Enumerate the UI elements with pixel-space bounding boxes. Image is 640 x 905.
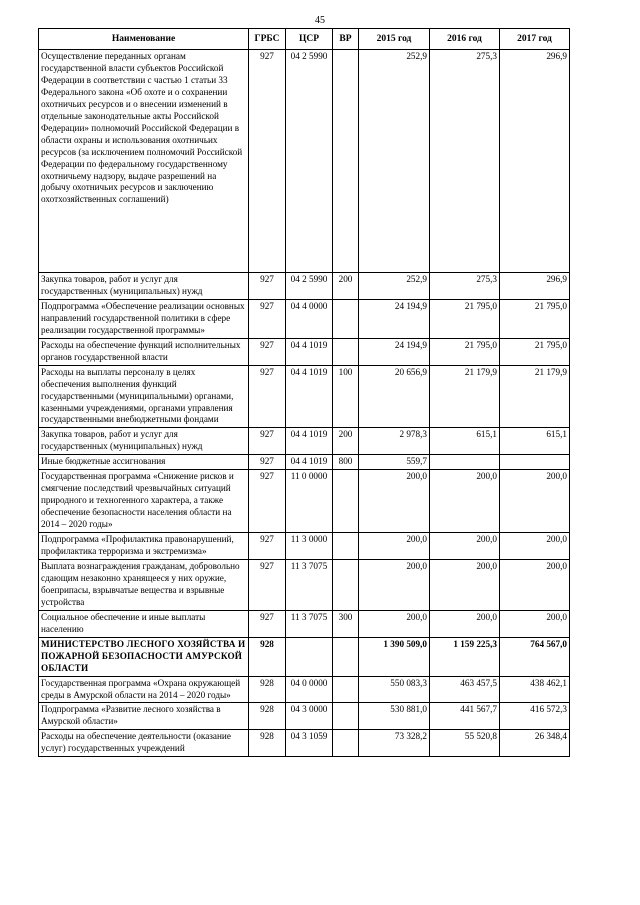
row-2015: 200,0 — [359, 610, 430, 637]
row-2015: 200,0 — [359, 470, 430, 533]
row-name: Расходы на обеспечение деятельности (оказание услуг) государственных учреждений — [39, 730, 249, 757]
row-2016: 463 457,5 — [430, 676, 500, 703]
col-header-grbs: ГРБС — [249, 29, 286, 50]
row-2017: 26 348,4 — [500, 730, 570, 757]
row-2016: 615,1 — [430, 428, 500, 455]
row-grbs: 927 — [249, 338, 286, 365]
table-row — [39, 365, 570, 428]
row-2015: 200,0 — [359, 559, 430, 610]
row-2015: 1 390 509,0 — [359, 637, 430, 676]
row-2015: 252,9 — [359, 50, 430, 273]
row-2017: 21 179,9 — [500, 365, 570, 428]
row-grbs: 927 — [249, 533, 286, 560]
row-2017: 296,9 — [500, 273, 570, 300]
row-vr: 300 — [333, 610, 359, 637]
row-csr: 04 4 1019 — [286, 338, 333, 365]
row-2017: 200,0 — [500, 559, 570, 610]
row-vr — [333, 637, 359, 676]
row-grbs: 927 — [249, 365, 286, 428]
row-csr: 04 4 1019 — [286, 428, 333, 455]
table-row — [39, 299, 570, 338]
row-csr: 04 4 1019 — [286, 455, 333, 470]
table-row — [39, 338, 570, 365]
row-grbs: 927 — [249, 610, 286, 637]
row-2017: 416 572,3 — [500, 703, 570, 730]
page-number: 45 — [315, 15, 325, 26]
row-2016: 275,3 — [430, 50, 500, 273]
row-2016: 441 567,7 — [430, 703, 500, 730]
row-2017 — [500, 455, 570, 470]
row-name: Социальное обеспечение и иные выплаты населению — [39, 610, 249, 637]
table-row — [39, 533, 570, 560]
budget-table — [38, 28, 570, 757]
row-2016: 200,0 — [430, 610, 500, 637]
row-csr: 04 0 0000 — [286, 676, 333, 703]
table-row — [39, 730, 570, 757]
row-name: Закупка товаров, работ и услуг для государственных (муниципальных) нужд — [39, 428, 249, 455]
table-row — [39, 610, 570, 637]
row-grbs: 927 — [249, 299, 286, 338]
col-header-2016: 2016 год — [430, 29, 500, 50]
row-csr: 04 3 1059 — [286, 730, 333, 757]
row-vr — [333, 730, 359, 757]
row-2016: 21 179,9 — [430, 365, 500, 428]
table-row — [39, 470, 570, 533]
row-vr — [333, 299, 359, 338]
row-2016: 200,0 — [430, 559, 500, 610]
row-grbs: 928 — [249, 730, 286, 757]
row-vr: 200 — [333, 428, 359, 455]
row-2017: 200,0 — [500, 470, 570, 533]
row-2015: 24 194,9 — [359, 299, 430, 338]
row-vr: 800 — [333, 455, 359, 470]
col-header-csr: ЦСР — [286, 29, 333, 50]
row-csr: 04 2 5990 — [286, 50, 333, 273]
row-2015: 2 978,3 — [359, 428, 430, 455]
table-row — [39, 273, 570, 300]
row-2015: 530 881,0 — [359, 703, 430, 730]
row-2015: 550 083,3 — [359, 676, 430, 703]
row-name: Государственная программа «Снижение рисков и смягчение последствий чрезвычайных ситуаций природного и техногенного характера, а также обеспечение безопасности населения области на 2014 – 2020 годы» — [39, 470, 249, 533]
row-vr — [333, 533, 359, 560]
row-2015: 20 656,9 — [359, 365, 430, 428]
row-name: Государственная программа «Охрана окружающей среды в Амурской области на 2014 – 2020 годы» — [39, 676, 249, 703]
row-csr: 11 3 7075 — [286, 559, 333, 610]
row-csr: 04 4 0000 — [286, 299, 333, 338]
row-2016: 200,0 — [430, 470, 500, 533]
row-2015: 559,7 — [359, 455, 430, 470]
row-grbs: 927 — [249, 273, 286, 300]
row-vr — [333, 470, 359, 533]
row-2016 — [430, 455, 500, 470]
row-name: Выплата вознаграждения гражданам, добровольно сдающим незаконно хранящееся у них оружие, боеприпасы, взрывчатые вещества и взрывные устройства — [39, 559, 249, 610]
row-grbs: 927 — [249, 559, 286, 610]
table-row — [39, 703, 570, 730]
row-vr — [333, 676, 359, 703]
row-csr: 11 0 0000 — [286, 470, 333, 533]
row-2015: 200,0 — [359, 533, 430, 560]
table-header-row — [39, 29, 570, 50]
row-name: Расходы на обеспечение функций исполнительных органов государственной власти — [39, 338, 249, 365]
row-csr: 11 3 0000 — [286, 533, 333, 560]
row-2015: 24 194,9 — [359, 338, 430, 365]
row-2017: 615,1 — [500, 428, 570, 455]
row-2016: 275,3 — [430, 273, 500, 300]
row-grbs: 928 — [249, 703, 286, 730]
row-name: Расходы на выплаты персоналу в целях обеспечения выполнения функций государственными (муниципальными) органами, казенными учреждениями, органами управления государственными внебюджетными фондами — [39, 365, 249, 428]
row-grbs: 927 — [249, 50, 286, 273]
row-name: Подпрограмма «Развитие лесного хозяйства в Амурской области» — [39, 703, 249, 730]
col-header-2017: 2017 год — [500, 29, 570, 50]
row-2015: 73 328,2 — [359, 730, 430, 757]
row-grbs: 927 — [249, 455, 286, 470]
row-grbs: 928 — [249, 676, 286, 703]
row-grbs: 928 — [249, 637, 286, 676]
row-vr — [333, 703, 359, 730]
row-name: Осуществление переданных органам государственной власти субъектов Российской Федерации в соответствии с частью 1 статьи 33 Федерального закона «Об охоте и о сохранении охотничьих ресурсов и о внесении изменений в отдельные законодательные акты Российской Федерации» полномочий Российской Федерации в области охраны и использования охотничьих ресурсов (за исключением полномочий Российской Федерации по федеральному государственному охотничьему надзору, выдаче разрешений на добычу охотничьих ресурсов и заключению охотхозяйственных соглашений) — [39, 50, 249, 273]
row-2015: 252,9 — [359, 273, 430, 300]
col-header-vr: ВР — [333, 29, 359, 50]
table-row — [39, 455, 570, 470]
row-vr — [333, 559, 359, 610]
row-csr — [286, 637, 333, 676]
row-2017: 21 795,0 — [500, 299, 570, 338]
row-2016: 21 795,0 — [430, 338, 500, 365]
row-vr — [333, 338, 359, 365]
row-csr: 04 4 1019 — [286, 365, 333, 428]
row-2017: 200,0 — [500, 610, 570, 637]
row-2017: 296,9 — [500, 50, 570, 273]
row-vr: 200 — [333, 273, 359, 300]
row-2017: 21 795,0 — [500, 338, 570, 365]
row-name: МИНИСТЕРСТВО ЛЕСНОГО ХОЗЯЙСТВА И ПОЖАРНОЙ БЕЗОПАСНОСТИ АМУРСКОЙ ОБЛАСТИ — [39, 637, 249, 676]
row-name: Подпрограмма «Профилактика правонарушений, профилактика терроризма и экстремизма» — [39, 533, 249, 560]
row-name: Иные бюджетные ассигнования — [39, 455, 249, 470]
row-2016: 55 520,8 — [430, 730, 500, 757]
col-header-2015: 2015 год — [359, 29, 430, 50]
row-grbs: 927 — [249, 428, 286, 455]
row-2016: 21 795,0 — [430, 299, 500, 338]
row-2017: 764 567,0 — [500, 637, 570, 676]
row-2016: 1 159 225,3 — [430, 637, 500, 676]
row-2017: 200,0 — [500, 533, 570, 560]
row-vr: 100 — [333, 365, 359, 428]
table-row — [39, 676, 570, 703]
row-vr — [333, 50, 359, 273]
row-csr: 04 2 5990 — [286, 273, 333, 300]
table-row-ministry — [39, 637, 570, 676]
row-2016: 200,0 — [430, 533, 500, 560]
table-row — [39, 559, 570, 610]
row-name: Закупка товаров, работ и услуг для государственных (муниципальных) нужд — [39, 273, 249, 300]
table-row — [39, 50, 570, 273]
row-2017: 438 462,1 — [500, 676, 570, 703]
row-name: Подпрограмма «Обеспечение реализации основных направлений государственной политики в сфере реализации государственной программы» — [39, 299, 249, 338]
col-header-name: Наименование — [39, 29, 249, 50]
row-csr: 04 3 0000 — [286, 703, 333, 730]
table-row — [39, 428, 570, 455]
row-grbs: 927 — [249, 470, 286, 533]
row-csr: 11 3 7075 — [286, 610, 333, 637]
